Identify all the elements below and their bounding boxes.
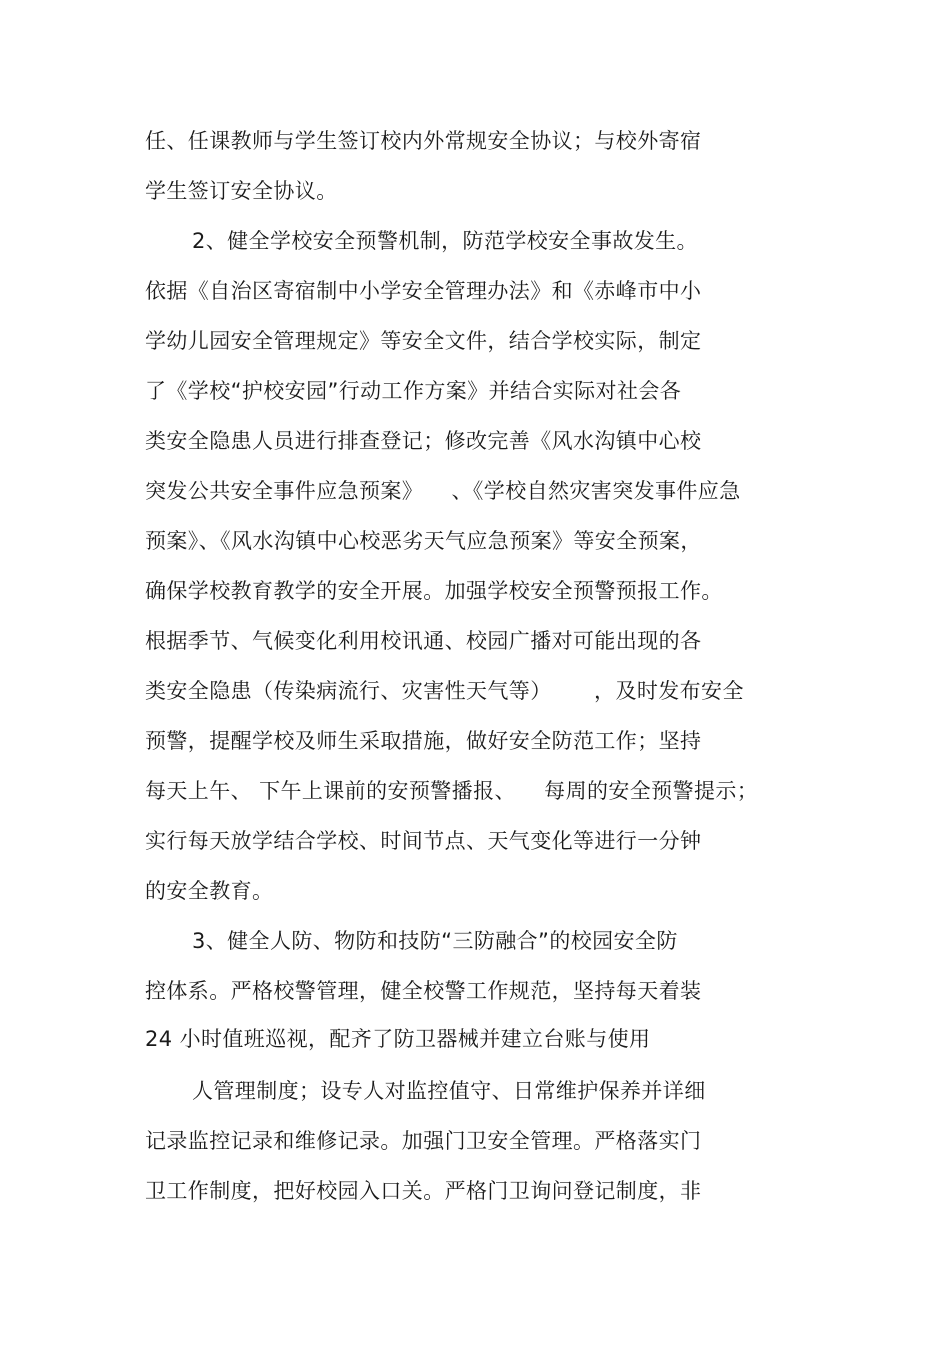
text-line: 类安全隐患（传染病流行、灾害性天气等） ，及时发布安全	[145, 679, 744, 703]
text-line: 学幼儿园安全管理规定》等安全文件，结合学校实际，制定	[145, 329, 702, 353]
text-line: 卫工作制度，把好校园入口关。严格门卫询问登记制度，非	[145, 1179, 702, 1203]
text-line: 确保学校教育教学的安全开展。加强学校安全预警预报工作。	[145, 579, 723, 603]
text-line: 了《学校“护校安园”行动工作方案》并结合实际对社会各	[145, 379, 682, 403]
text-line: 任、任课教师与学生签订校内外常规安全协议；与校外寄宿	[145, 129, 702, 153]
text-line: 24 小时值班巡视，配齐了防卫器械并建立台账与使用	[145, 1027, 651, 1051]
text-line: 每天上午、 下午上课前的安预警播报、 每周的安全预警提示；	[145, 779, 759, 803]
text-line: 2、健全学校安全预警机制，防范学校安全事故发生。	[192, 229, 698, 253]
text-line: 类安全隐患人员进行排查登记；修改完善《风水沟镇中心校	[145, 429, 702, 453]
text-line: 突发公共安全事件应急预案》 、《学校自然灾害突发事件应急	[145, 479, 741, 503]
text-line: 预案》、《风水沟镇中心校恶劣天气应急预案》等安全预案，	[145, 529, 702, 553]
text-line: 学生签订安全协议。	[145, 179, 338, 203]
text-line: 根据季节、气候变化利用校讯通、校园广播对可能出现的各	[145, 629, 702, 653]
text-line: 人管理制度；设专人对监控值守、日常维护保养并详细	[192, 1079, 706, 1103]
text-line: 的安全教育。	[145, 879, 274, 903]
text-line: 依据《自治区寄宿制中小学安全管理办法》和《赤峰市中小	[145, 279, 702, 303]
text-line: 实行每天放学结合学校、时间节点、天气变化等进行一分钟	[145, 829, 702, 853]
text-line: 控体系。严格校警管理，健全校警工作规范，坚持每天着装	[145, 979, 702, 1003]
text-line: 预警，提醒学校及师生采取措施，做好安全防范工作；坚持	[145, 729, 702, 753]
text-line: 记录监控记录和维修记录。加强门卫安全管理。严格落实门	[145, 1129, 702, 1153]
text-line: 3、健全人防、物防和技防“三防融合”的校园安全防	[192, 929, 678, 953]
